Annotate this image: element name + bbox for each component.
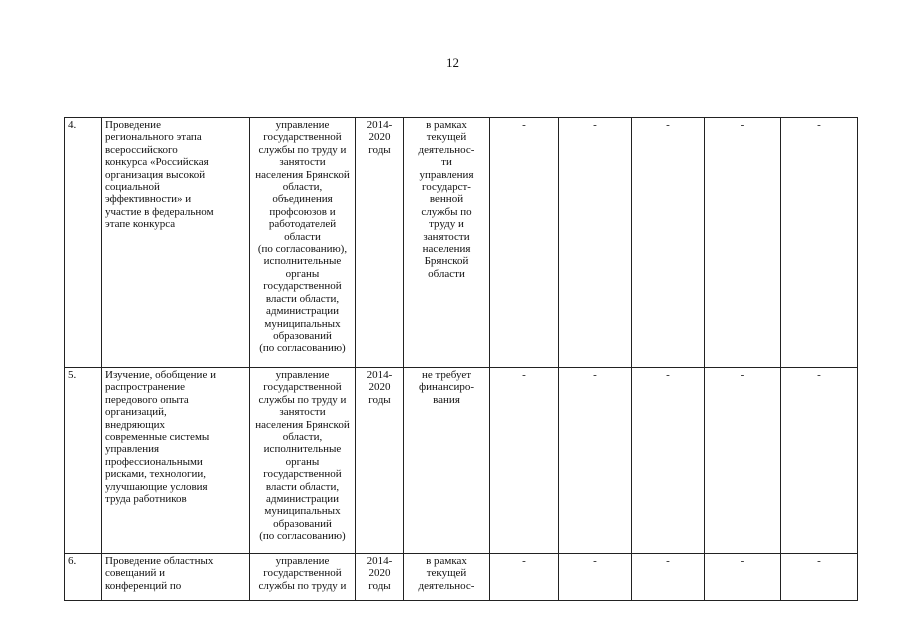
cell-line: труда работников (105, 493, 187, 506)
cell-line: управления (419, 168, 474, 181)
table-row (65, 554, 858, 601)
cell-line: администрации (266, 305, 339, 318)
cell-line: власти области, (265, 480, 340, 493)
measure-name (102, 554, 250, 601)
cell-line: исполнительные (263, 443, 342, 456)
cell-line: управление (275, 369, 330, 381)
cell-line: совещаний и (105, 567, 166, 580)
measure-name (102, 368, 250, 554)
cell-line: не требует (421, 369, 472, 381)
cell-line: занятости (279, 406, 326, 419)
cell-line: текущей (426, 131, 467, 144)
cell-line: государственной (263, 131, 342, 144)
amount-cell: - (632, 554, 705, 601)
cell-line: 2020 (368, 567, 391, 580)
table-row (65, 368, 858, 554)
cell-line: объединения (272, 193, 333, 206)
financing-source-cell (404, 368, 490, 554)
amount-cell: - (781, 118, 858, 368)
executor-cell (250, 554, 356, 601)
cell-line: власти области, (265, 292, 340, 305)
amount-cell: - (559, 118, 632, 368)
cell-line: конференций по (105, 579, 182, 592)
period-cell (356, 368, 404, 554)
amount-cell: - (705, 368, 781, 554)
cell-line: государственной (263, 280, 342, 293)
amount-cell: - (781, 554, 858, 601)
cell-line: (по согласованию) (259, 530, 346, 543)
cell-line: 2020 (368, 131, 391, 144)
cell-line: органы (285, 267, 320, 280)
cell-line: венной (429, 193, 464, 206)
cell-line: профсоюзов и (269, 205, 336, 218)
cell-line: государственной (263, 381, 342, 394)
amount-cell: - (632, 368, 705, 554)
row-number: 5. (65, 368, 102, 554)
cell-line: всероссийского (105, 143, 178, 156)
executor-cell (250, 368, 356, 554)
cell-line: деятельнос- (418, 579, 475, 592)
cell-line: Брянской (424, 255, 469, 268)
amount-cell: - (559, 554, 632, 601)
cell-line: внедряющих (105, 418, 166, 431)
amount-cell: - (490, 554, 559, 601)
cell-line: муниципальных (264, 317, 341, 330)
cell-line: годы (368, 393, 391, 406)
cell-line: органы (285, 455, 320, 468)
cell-line: области, (282, 431, 323, 444)
table-row (65, 118, 858, 368)
cell-line: этапе конкурса (105, 218, 176, 231)
cell-line: Проведение (105, 119, 161, 131)
cell-line: эффективности» и (105, 193, 192, 206)
cell-line: регионального этапа (105, 131, 202, 144)
cell-line: рисками, технологии, (105, 468, 206, 481)
executor-cell (250, 118, 356, 368)
cell-line: в рамках (426, 119, 467, 131)
page-number: 12 (446, 55, 459, 70)
cell-line: годы (368, 143, 391, 156)
cell-line: службы по (421, 205, 472, 218)
row-number: 6. (65, 554, 102, 601)
cell-line: организаций, (105, 406, 167, 419)
amount-cell: - (781, 368, 858, 554)
measures-table (64, 117, 858, 601)
cell-line: государст- (422, 181, 471, 194)
cell-line: финансиро- (418, 381, 475, 394)
cell-line: деятельнос- (418, 143, 475, 156)
cell-line: занятости (279, 156, 326, 169)
cell-line: исполнительные (263, 255, 342, 268)
cell-line: конкурса «Российская (105, 156, 209, 169)
cell-line: распространение (105, 381, 186, 394)
cell-line: 2014- (366, 369, 393, 381)
cell-line: управление (275, 119, 330, 131)
period-cell (356, 554, 404, 601)
cell-line: Проведение областных (105, 555, 214, 567)
financing-source-cell (404, 118, 490, 368)
cell-line: службы по труду и (258, 393, 347, 406)
cell-line: управления (105, 443, 160, 456)
cell-line: администрации (266, 493, 339, 506)
cell-line: муниципальных (264, 505, 341, 518)
cell-line: работодателей (268, 218, 337, 231)
cell-line: области (428, 267, 465, 280)
amount-cell: - (705, 118, 781, 368)
period-cell (356, 118, 404, 368)
cell-line: службы по труду и (258, 579, 347, 592)
cell-line: управление (275, 555, 330, 567)
cell-line: участие в федеральном (105, 205, 214, 218)
cell-line: (по согласованию) (259, 342, 346, 355)
financing-source-cell (404, 554, 490, 601)
cell-line: населения Брянской (255, 168, 350, 181)
cell-line: области (284, 230, 321, 243)
cell-line: ти (441, 156, 452, 169)
cell-line: населения Брянской (255, 418, 350, 431)
cell-line: улучшающие условия (105, 480, 208, 493)
cell-line: вания (433, 393, 460, 406)
cell-line: государственной (263, 468, 342, 481)
cell-line: современные системы (105, 431, 210, 444)
cell-line: образований (273, 517, 332, 530)
cell-line: социальной (105, 181, 160, 194)
cell-line: населения (422, 243, 471, 256)
cell-line: передового опыта (105, 393, 189, 406)
cell-line: службы по труду и (258, 143, 347, 156)
cell-line: государственной (263, 567, 342, 580)
cell-line: профессиональными (105, 455, 203, 468)
cell-line: 2020 (368, 381, 391, 394)
amount-cell: - (490, 368, 559, 554)
cell-line: организация высокой (105, 168, 206, 181)
row-number: 4. (65, 118, 102, 368)
cell-line: труду и (429, 218, 464, 231)
amount-cell: - (559, 368, 632, 554)
cell-line: текущей (426, 567, 467, 580)
cell-line: области, (282, 181, 323, 194)
cell-line: 2014- (366, 119, 393, 131)
cell-line: занятости (423, 230, 470, 243)
cell-line: (по согласованию), (257, 243, 348, 256)
amount-cell: - (490, 118, 559, 368)
amount-cell: - (632, 118, 705, 368)
amount-cell: - (705, 554, 781, 601)
cell-line: Изучение, обобщение и (105, 369, 216, 381)
cell-line: образований (273, 329, 332, 342)
measure-name (102, 118, 250, 368)
cell-line: 2014- (366, 555, 393, 567)
cell-line: годы (368, 579, 391, 592)
cell-line: в рамках (426, 555, 467, 567)
